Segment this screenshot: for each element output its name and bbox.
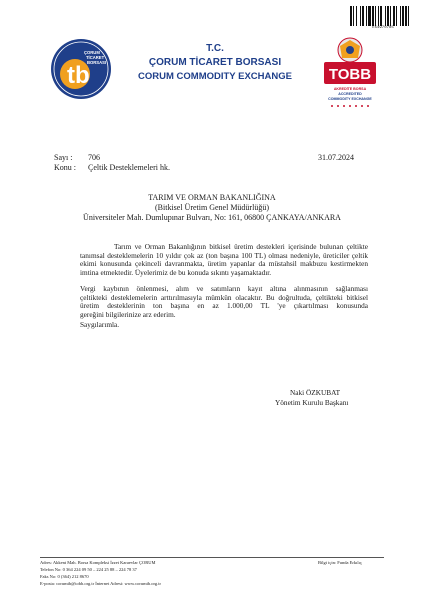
barcode-bar bbox=[372, 6, 374, 26]
paragraph-1-line: Tarım ve Orman Bakanlığının bitkisel üretim destekleri içerisinde bulunan çeltikte bbox=[114, 242, 368, 251]
footer-email-web: E-posta: corumtb@tobb.org.tr İnternet Adresi: www.corumtb.org.tr bbox=[40, 581, 162, 586]
barcode-bar bbox=[396, 6, 397, 26]
barcode-bar bbox=[393, 6, 395, 26]
logo-left-text-3: BORSASI bbox=[87, 60, 107, 65]
paragraph-2-line: çeltikteki desteklemelerin arttırılmasıyla mümkün olacaktır. Bu doğrultuda, çeltikteki bitkisel bbox=[80, 292, 368, 302]
footer-fax: Faks No: 0 (364) 212 8670 bbox=[40, 574, 89, 579]
tobb-accreditation-logo bbox=[318, 32, 382, 118]
header-line-3: CORUM COMMODITY EXCHANGE bbox=[138, 71, 292, 82]
logo-left-text-2: TİCARET bbox=[86, 55, 105, 60]
barcode-bar bbox=[400, 6, 401, 26]
logo-left-text-1: ÇORUM bbox=[84, 50, 100, 55]
barcode-bar bbox=[387, 6, 389, 26]
signatory-title: Yönetim Kurulu Başkanı bbox=[275, 398, 349, 407]
barcode-bar bbox=[362, 6, 364, 26]
body-paragraph-1 bbox=[80, 243, 368, 278]
konu-value: Çeltik Desteklemeleri hk. bbox=[88, 163, 170, 172]
header-line-1: T.C. bbox=[206, 43, 224, 54]
tobb-logo-text: TOBB bbox=[328, 66, 372, 83]
footer-divider bbox=[40, 557, 384, 558]
barcode-bar bbox=[353, 6, 354, 26]
barcode-bar bbox=[366, 6, 367, 26]
konu-label: Konu : bbox=[54, 163, 76, 172]
barcode-bar bbox=[360, 6, 361, 26]
barcode bbox=[350, 6, 416, 26]
barcode-bar bbox=[385, 6, 386, 26]
tobb-subtext-2: ACCREDITED bbox=[338, 92, 362, 96]
document-date: 31.07.2024 bbox=[318, 153, 354, 162]
recipient-name: TARIM VE ORMAN BAKANLIĞINA bbox=[148, 193, 276, 202]
barcode-bar bbox=[375, 6, 376, 26]
recipient-address: Üniversiteler Mah. Dumlupınar Bulvarı, No: 161, 06800 ÇANKAYA/ANKARA bbox=[83, 213, 341, 222]
barcode-bar bbox=[356, 6, 357, 26]
paragraph-1-line: imtina etmektedir. Üyelerimiz de bu konuda sıkıntı yaşamaktadır. bbox=[80, 268, 272, 278]
sayi-value: 706 bbox=[88, 153, 100, 162]
recipient-department: (Bitkisel Üretim Genel Müdürlüğü) bbox=[155, 203, 269, 212]
footer-phone: Telefon No: 0 364 224 09 50 – 224 25 88 – 224 78 37 bbox=[40, 567, 137, 572]
signatory-name: Naki ÖZKUBAT bbox=[290, 388, 341, 397]
barcode-number: E54970785 bbox=[372, 26, 394, 30]
paragraph-2-line: Vergi kaybının önlenmesi, alım ve satımların kayıt altına alınmasının sağlanması bbox=[80, 284, 368, 293]
tobb-subtext-1: AKREDİTE BORSA bbox=[333, 87, 367, 91]
barcode-bar bbox=[408, 6, 409, 26]
footer-contact-person: Bilgi için: Funda Erkılıç bbox=[318, 560, 362, 565]
barcode-bar bbox=[380, 6, 382, 26]
barcode-bar bbox=[378, 6, 379, 26]
barcode-bar bbox=[405, 6, 407, 26]
sayi-label: Sayı : bbox=[54, 153, 73, 162]
svg-text:tb: tb bbox=[67, 62, 90, 89]
barcode-bar bbox=[368, 6, 371, 26]
footer-address: Adres: Akkent Mah. Borsa Kompleksi İzzet Karaevlar ÇORUM bbox=[40, 560, 156, 565]
paragraph-1-line: tanımsal desteklemelerin 10 yıldır çok az (ton başına 100 TL) olması nedeniyle, üreticiler çeltik bbox=[80, 250, 368, 260]
paragraph-1-line: ekimi konusunda çekinceli davranmakta, üretim yapanlar da müstahsil makbuzu kestirmekten bbox=[80, 259, 368, 269]
barcode-bar bbox=[402, 6, 404, 26]
paragraph-2-line: gereğini bilgilerinize arz ederim. bbox=[80, 310, 176, 320]
tobb-subtext-3: COMMODITY EXCHANGE bbox=[328, 97, 372, 101]
corum-borsasi-logo bbox=[50, 38, 112, 100]
header-line-2: ÇORUM TİCARET BORSASI bbox=[148, 57, 282, 68]
paragraph-2-line: üretim desteklerinin ton başına en az 1.000,00 TL 'ye çıkartılması konusunda bbox=[80, 301, 368, 311]
body-paragraph-2 bbox=[80, 285, 368, 320]
barcode-bar bbox=[390, 6, 391, 26]
closing-text: Saygılarımla. bbox=[80, 320, 120, 329]
barcode-bar bbox=[350, 6, 352, 26]
